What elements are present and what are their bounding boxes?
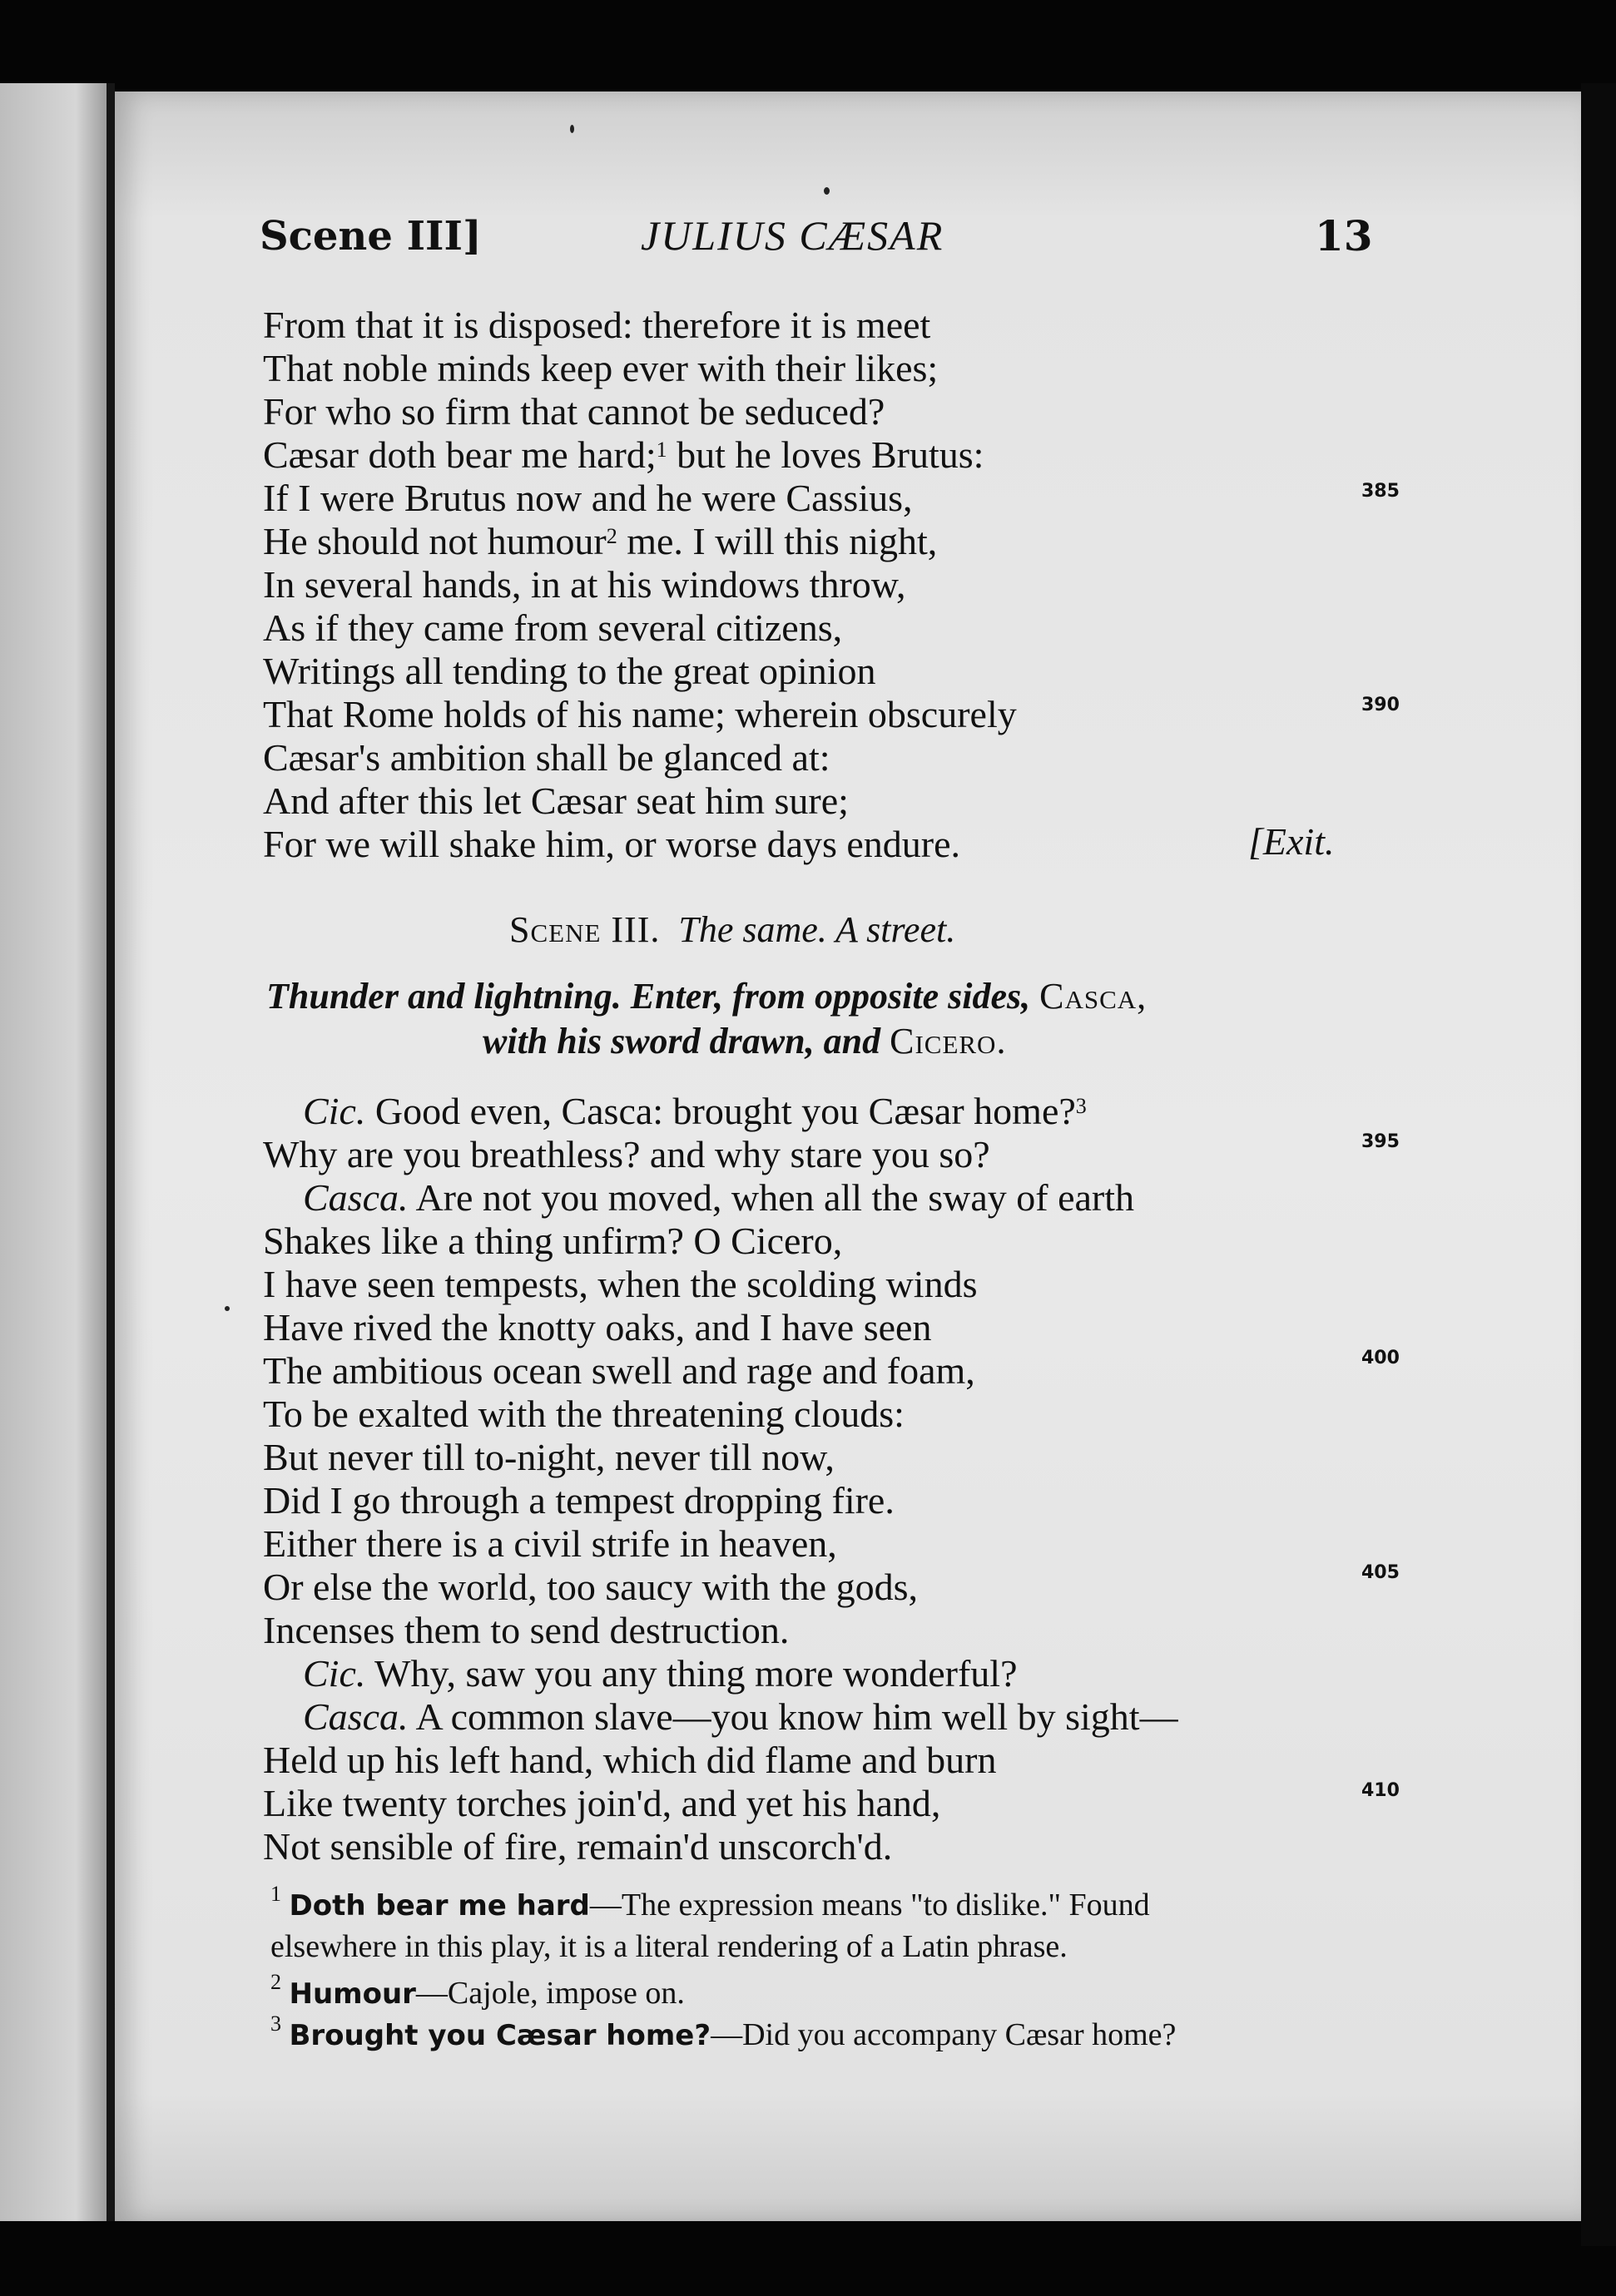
scan-speck bbox=[824, 187, 830, 195]
book-spine bbox=[107, 83, 115, 2221]
verse-line: If I were Brutus now and he were Cassius, bbox=[263, 477, 913, 519]
verse-line: The ambitious ocean swell and rage and foam, bbox=[263, 1349, 975, 1392]
scan-speck bbox=[225, 1306, 230, 1311]
verse-line: Held up his left hand, which did flame and burn bbox=[263, 1739, 997, 1781]
verse-line: That noble minds keep ever with their likes; bbox=[263, 347, 939, 389]
speaker-name: Cic. bbox=[303, 1090, 366, 1132]
stage-direction-line: with his sword drawn, and Cicero. bbox=[483, 1021, 1007, 1061]
verse-line: That Rome holds of his name; wherein obscurely bbox=[263, 693, 1017, 735]
verse-line: He should not humour$^2$ me. I will this night, bbox=[263, 520, 938, 562]
verse-line: Cæsar's ambition shall be glanced at: bbox=[263, 736, 830, 779]
verse-line: Shakes like a thing unfirm? O Cicero, bbox=[263, 1220, 843, 1262]
scan-border bbox=[1581, 83, 1616, 2246]
speech-line: Cic. Why, saw you any thing more wonderful? bbox=[303, 1652, 1018, 1695]
line-number: 385 bbox=[1361, 481, 1400, 502]
verse-line: I have seen tempests, when the scolding winds bbox=[263, 1263, 978, 1305]
footnote-marker: 2 bbox=[606, 524, 617, 548]
verse-line: But never till to-night, never till now, bbox=[263, 1436, 835, 1478]
stage-direction-line: Thunder and lightning. Enter, from opposite sides, Casca, bbox=[266, 976, 1148, 1017]
verse-line: Writings all tending to the great opinion bbox=[263, 650, 876, 692]
verse-line: Like twenty torches join'd, and yet his hand, bbox=[263, 1782, 941, 1824]
verse-line: For we will shake him, or worse days endure. bbox=[263, 823, 961, 865]
speaker-name: Casca. bbox=[303, 1176, 409, 1219]
footnote-marker: 1 bbox=[656, 438, 667, 462]
verse-line: Have rived the knotty oaks, and I have seen bbox=[263, 1306, 932, 1348]
verse-line: Did I go through a tempest dropping fire. bbox=[263, 1479, 895, 1522]
verse-line: To be exalted with the threatening clouds: bbox=[263, 1393, 905, 1435]
verse-line: In several hands, in at his windows throw, bbox=[263, 563, 906, 606]
verse-line: Why are you breathless? and why stare you so? bbox=[263, 1133, 990, 1175]
footnote: $^1$ Doth bear me hard—The expression means "to dislike." Found bbox=[270, 1882, 1150, 1922]
running-head-title: JULIUS CÆSAR bbox=[641, 212, 944, 259]
verse-line: Or else the world, too saucy with the gods, bbox=[263, 1566, 918, 1608]
scene-label: Scene III. bbox=[509, 909, 661, 950]
speech-line: Casca. Are not you moved, when all the sway of earth bbox=[303, 1176, 1134, 1219]
verse-line: Cæsar doth bear me hard;$^1$ but he loves Brutus: bbox=[263, 433, 984, 476]
footnote: $^2$ Humour—Cajole, impose on. bbox=[270, 1970, 685, 2011]
footnote-marker: 3 bbox=[1075, 1094, 1087, 1118]
page-number: 13 bbox=[1315, 211, 1373, 260]
stage-exit: [Exit. bbox=[1248, 820, 1335, 863]
verse-line: Not sensible of fire, remain'd unscorch'd. bbox=[263, 1825, 893, 1868]
scene-heading bbox=[509, 908, 955, 951]
verse-line: Either there is a civil strife in heaven, bbox=[263, 1522, 837, 1565]
line-number: 400 bbox=[1361, 1348, 1400, 1368]
scan-speck bbox=[570, 125, 574, 133]
footnote: $^3$ Brought you Cæsar home?—Did you accompany Cæsar home? bbox=[270, 2011, 1177, 2052]
footnote-continuation: elsewhere in this play, it is a literal rendering of a Latin phrase. bbox=[270, 1929, 1068, 1964]
speech-line: Casca. A common slave—you know him well by sight— bbox=[303, 1695, 1178, 1738]
scene-place: The same. A street. bbox=[678, 909, 956, 950]
verse-line: As if they came from several citizens, bbox=[263, 606, 843, 649]
speaker-name: Casca. bbox=[303, 1695, 409, 1738]
verse-line: And after this let Cæsar seat him sure; bbox=[263, 779, 849, 822]
line-number: 410 bbox=[1361, 1780, 1400, 1801]
previous-page-edge bbox=[0, 83, 108, 2221]
speaker-name: Cic. bbox=[303, 1652, 366, 1695]
running-head-scene: Scene III] bbox=[260, 213, 482, 260]
verse-line: Incenses them to send destruction. bbox=[263, 1609, 790, 1651]
line-number: 405 bbox=[1361, 1562, 1400, 1583]
verse-line: For who so firm that cannot be seduced? bbox=[263, 390, 885, 433]
line-number: 390 bbox=[1361, 695, 1400, 715]
verse-line: From that it is disposed: therefore it is meet bbox=[263, 304, 931, 346]
speech-line: Cic. Good even, Casca: brought you Cæsar home?$^3$ bbox=[303, 1090, 1087, 1132]
line-number: 395 bbox=[1361, 1131, 1400, 1152]
